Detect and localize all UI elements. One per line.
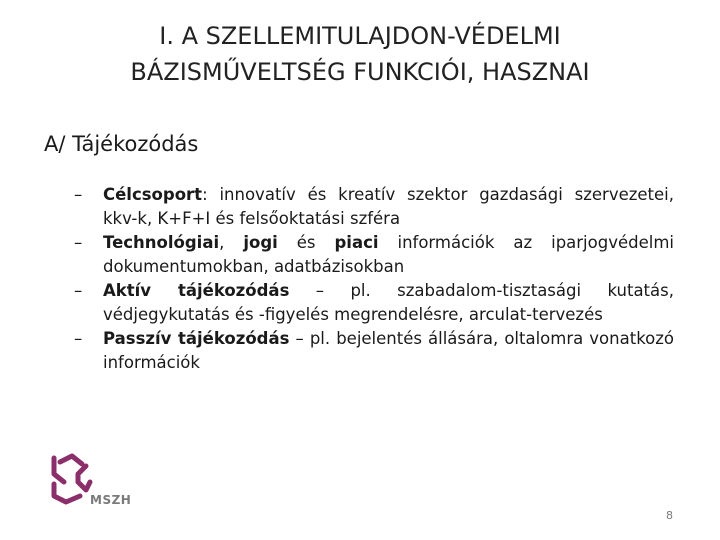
slide-title [60,18,660,90]
bullet-text: , [219,233,244,252]
bullet-bold: Aktív tájékozódás [103,281,290,300]
bullet-target-group [74,183,674,231]
dash-icon: – [74,185,83,204]
logo-text: MSZH [90,493,132,507]
bullet-bold: Technológiai [103,233,220,252]
mszh-logo-icon [50,452,110,520]
bullet-passive-orientation [74,327,674,375]
dash-icon: – [74,281,83,300]
bullet-bold: Passzív tájékozódás [103,329,290,348]
title-line-2: BÁZISMŰVELTSÉG FUNKCIÓI, HASZNAI [130,58,590,86]
bullet-active-orientation [74,279,674,327]
bullet-text: – pl. bejelentés állására, oltalomra vonatkozó információk [103,329,675,372]
bullet-bold: Célcsoport [103,185,203,204]
dash-icon: – [74,233,83,252]
dash-icon: – [74,329,83,348]
bullet-list [74,183,674,375]
bullet-bold: piaci [334,233,379,252]
bullet-text: információk az iparjogvédelmi dokumentumokban, adatbázisokban [103,233,674,276]
bullet-bold: jogi [243,233,278,252]
bullet-information [74,231,674,279]
bullet-text: : innovatív és kreatív szektor gazdasági szervezetei, kkv-k, K+F+I és felsőoktatási szféra [103,185,674,228]
bullet-text: és [277,233,335,252]
page-number: 8 [666,509,673,522]
title-line-1: I. A SZELLEMITULAJDON-VÉDELMI [159,22,561,50]
section-heading: A/ Tájékozódás [44,132,199,156]
bullet-text: – pl. szabadalom-tisztasági kutatás, védjegykutatás és -figyelés megrendelésre, arculat-tervezés [103,281,674,324]
